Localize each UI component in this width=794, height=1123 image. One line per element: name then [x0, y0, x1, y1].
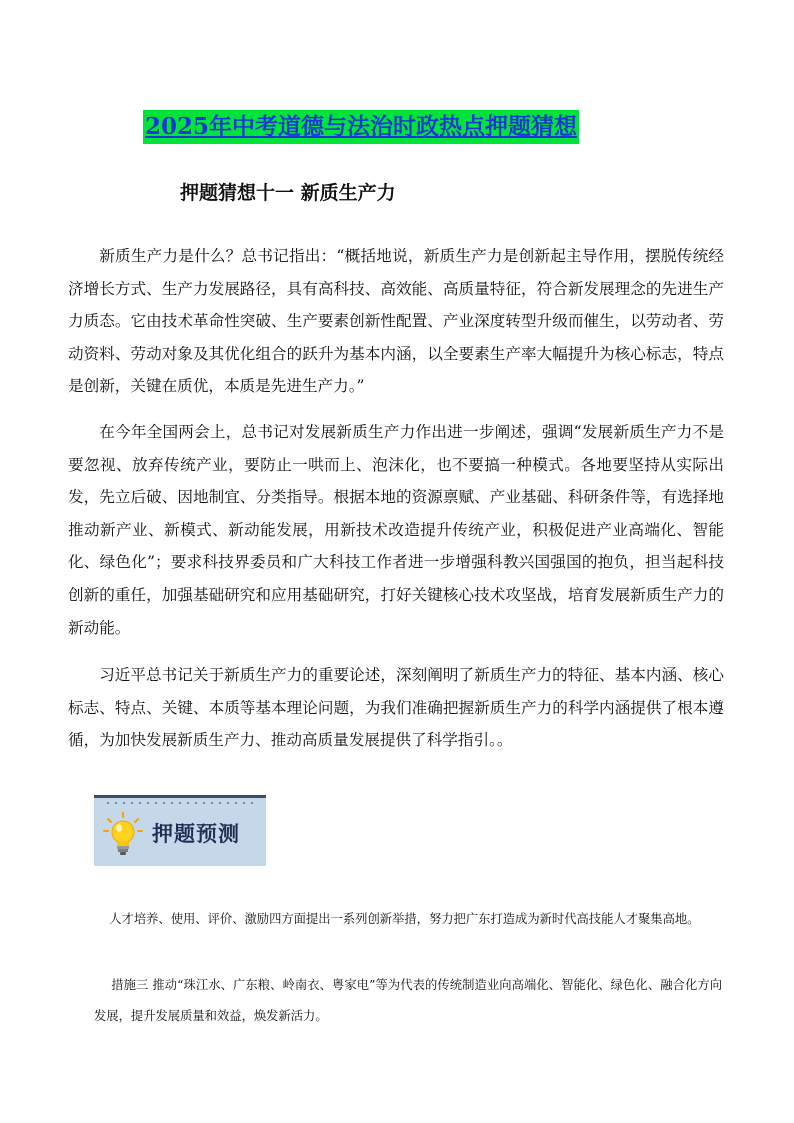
banner-dots: [104, 802, 254, 804]
section-subtitle: 押题猜想十一 新质生产力: [180, 182, 396, 204]
page-title: 2025年中考道德与法治时政热点押题猜想: [143, 110, 579, 144]
lightbulb-icon: [103, 812, 143, 858]
prediction-line-talent: 人才培养、使用、评价、激励四方面提出一系列创新举措，努力把广东打造成为新时代高技能人才聚集高地。: [109, 912, 700, 926]
paragraph-summary: 习近平总书记关于新质生产力的重要论述，深刻阐明了新质生产力的特征、基本内涵、核心标志、特点、关键、本质等基本理论问题，为我们准确把握新质生产力的科学内涵提供了根本遵循，为加快发展新质生产力、推动高质量发展提供了科学指引。。: [68, 666, 724, 750]
prediction-banner: [94, 795, 266, 866]
banner-label: 押题预测: [152, 822, 240, 846]
paragraph-two-sessions: 在今年全国两会上，总书记对发展新质生产力作出进一步阐述，强调“发展新质生产力不是要忽视、放弃传统产业，要防止一哄而上、泡沫化，也不要搞一种模式。各地要坚持从实际出发，先立后破、因地制宜、分类指导。根据本地的资源禀赋、产业基础、科研条件等，有选择地推动新产业、新模式、新动能发展，用新技术改造提升传统产业，积极促进产业高端化、智能化、绿色化”；要求科技界委员和广大科技工作者进一步增强科教兴国强国的抱负，担当起科技创新的重任，加强基础研究和应用基础研究，打好关键核心技术攻坚战，培育发展新质生产力的新动能。: [68, 423, 724, 637]
prediction-line-measure-three: 措施三 推动“珠江水、广东粮、岭南衣、粤家电”等为代表的传统制造业向高端化、智能化、绿色化、融合化方向发展，提升发展质量和效益，焕发新活力。: [94, 978, 722, 1023]
paragraph-definition: 新质生产力是什么？总书记指出：“概括地说，新质生产力是创新起主导作用，摆脱传统经济增长方式、生产力发展路径，具有高科技、高效能、高质量特征，符合新发展理念的先进生产力质态。它由技术革命性突破、生产要素创新性配置、产业深度转型升级而催生，以劳动者、劳动资料、劳动对象及其优化组合的跃升为基本内涵，以全要素生产率大幅提升为核心标志，特点是创新，关键在质优，本质是先进生产力。”: [68, 247, 724, 396]
